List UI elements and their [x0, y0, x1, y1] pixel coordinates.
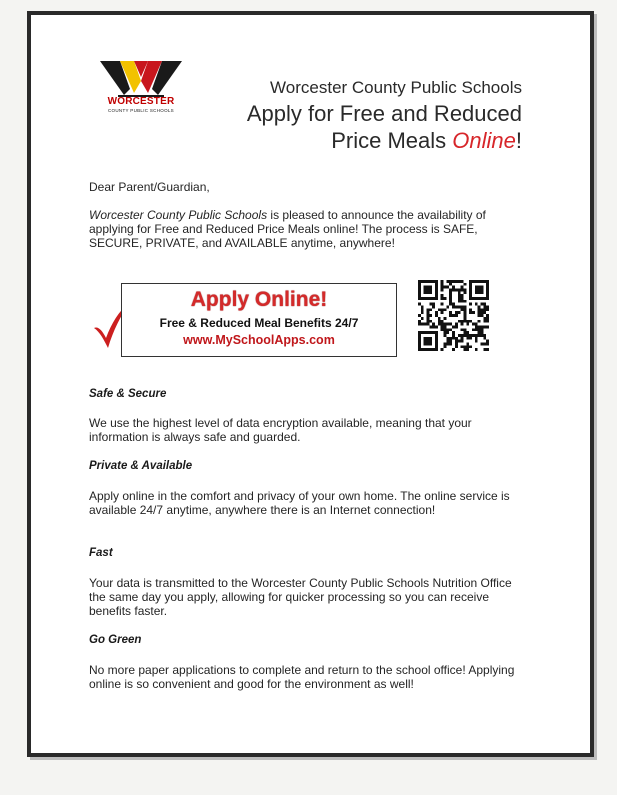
apply-online-subtitle: Free & Reduced Meal Benefits 24/7: [159, 316, 359, 330]
header-district: Worcester County Public Schools: [270, 78, 522, 97]
qr-code-icon[interactable]: [418, 280, 489, 351]
section-body-safe: We use the highest level of data encryption available, meaning that your information is always safe and guarded.: [89, 416, 472, 444]
section-body-fast: Your data is transmitted to the Worcester County Public Schools Nutrition Office the same day you apply, allowing for quicker processing so you can receive benefits faster.: [89, 576, 512, 618]
header-title-line2: Price Meals Online!: [331, 128, 522, 153]
section-body-private: Apply online in the comfort and privacy of your own home. The online service is available 24/7 anytime, anywhere there is an Internet connection!: [89, 489, 510, 517]
apply-online-callout: [121, 283, 397, 357]
header-online-word: Online: [452, 128, 516, 153]
section-heading-private: Private & Available: [89, 460, 193, 472]
section-heading-safe: Safe & Secure: [89, 388, 167, 400]
logo-wordmark: WORCESTER: [107, 96, 175, 107]
section-body-green: No more paper applications to complete and return to the school office! Applying online is so convenient and good for the environment as well!: [89, 663, 515, 691]
section-heading-green: Go Green: [89, 634, 142, 646]
apply-online-link[interactable]: www.MySchoolApps.com: [183, 333, 335, 347]
intro-paragraph: Worcester County Public Schools is pleased to announce the availability of applying for Free and Reduced Price Meals online! The process is SAFE, SECURE, PRIVATE, and AVAILABLE anytime, anywhere!: [89, 208, 486, 250]
section-heading-fast: Fast: [89, 547, 113, 559]
header-title-line1: Apply for Free and Reduced: [246, 101, 522, 126]
logo-subtitle: COUNTY PUBLIC SCHOOLS: [108, 108, 174, 113]
apply-online-title: Apply Online!: [190, 288, 328, 311]
salutation: Dear Parent/Guardian,: [89, 180, 210, 194]
